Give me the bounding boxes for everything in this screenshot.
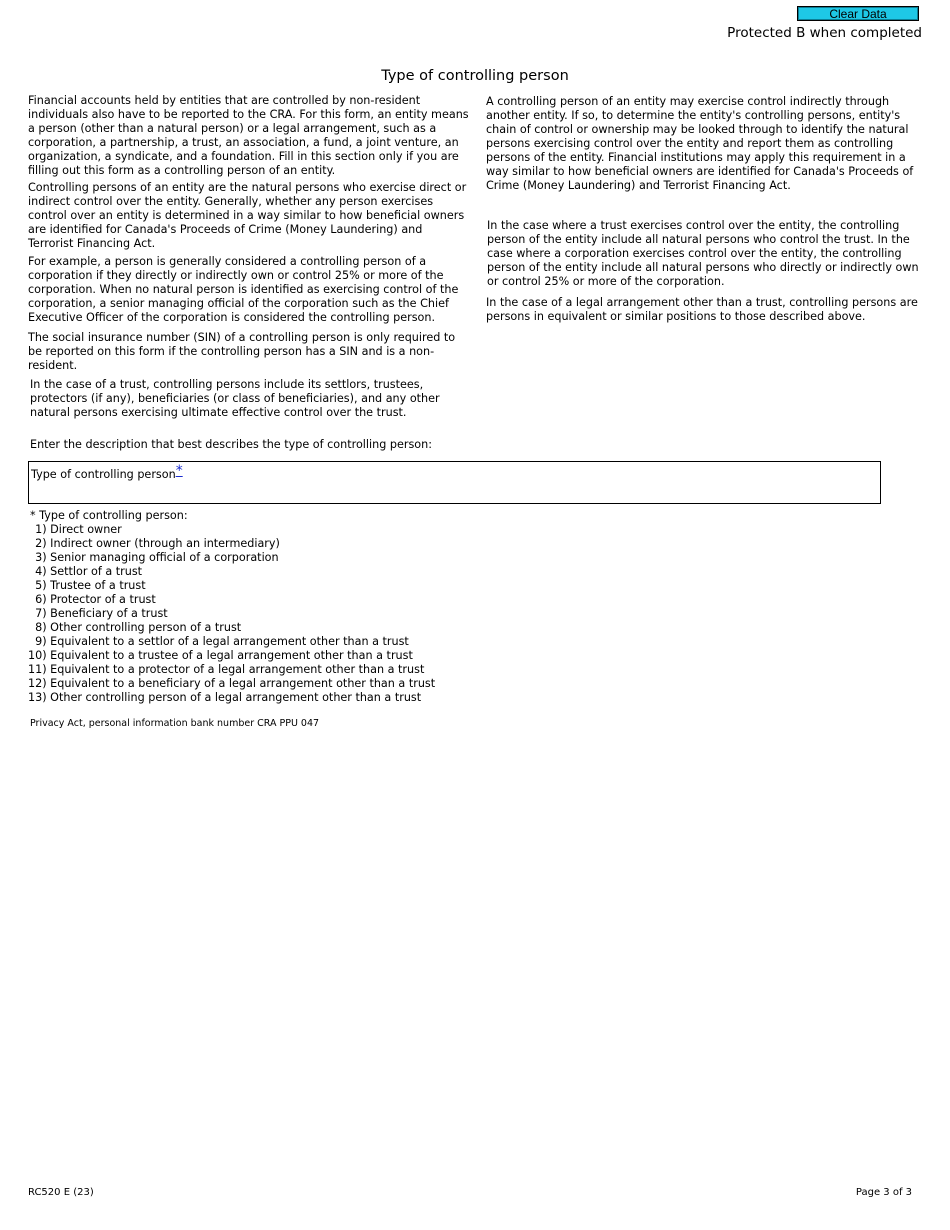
left-paragraph-controlling-persons: Controlling persons of an entity are the natural persons who exercise direct or indirect control over the entity. Generally, whether any person exercises control over an entity is determined in a way similar to how beneficial owners are identified for Canada's Proceeds of Crime (Money Laundering) and Terrorist Financing Act. [28, 181, 467, 250]
list-item: 4) Settlor of a trust [28, 565, 143, 578]
controlling-person-type-field [28, 461, 881, 504]
clear-data-button[interactable]: Clear Data [797, 6, 919, 21]
types-list [28, 523, 435, 705]
right-paragraph-legal-arrangement: In the case of a legal arrangement other than a trust, controlling persons are persons in equivalent or similar positions to those described above. [486, 296, 918, 323]
list-item: 1) Direct owner [28, 523, 122, 536]
page-number: Page 3 of 3 [855, 1187, 912, 1198]
list-item: 12) Equivalent to a beneficiary of a legal arrangement other than a trust [28, 677, 436, 690]
privacy-notice: Privacy Act, personal information bank number CRA PPU 047 [30, 718, 320, 729]
types-heading: * Type of controlling person: [30, 509, 188, 522]
list-item: 3) Senior managing official of a corporation [28, 551, 279, 564]
list-item: 13) Other controlling person of a legal arrangement other than a trust [28, 691, 422, 704]
protected-notice: Protected B when completed [727, 25, 922, 41]
list-item: 11) Equivalent to a protector of a legal arrangement other than a trust [28, 663, 425, 676]
section-title: Type of controlling person [381, 68, 569, 84]
left-paragraph-trust: In the case of a trust, controlling persons include its settlors, trustees, protectors (if any), beneficiaries (or class of beneficiaries), and any other natural persons exercising ultimate effective control over the trust. [30, 378, 440, 419]
left-paragraph-example: For example, a person is generally considered a controlling person of a corporation if they directly or indirectly own or control 25% or more of the corporation. When no natural person is identified as exercising control of the corporation, a senior managing official of the corporation such as the Chief Executive Officer of the corporation is considered the controlling person. [28, 255, 459, 324]
controlling-person-type-input[interactable] [31, 482, 880, 502]
field-label-text: Type of controlling person [31, 468, 176, 481]
list-item: 9) Equivalent to a settlor of a legal arrangement other than a trust [28, 635, 409, 648]
left-paragraph-sin: The social insurance number (SIN) of a controlling person is only required to be reported on this form if the controlling person has a SIN and is a non-resident. [28, 331, 456, 372]
list-item: 8) Other controlling person of a trust [28, 621, 242, 634]
list-item: 7) Beneficiary of a trust [28, 607, 168, 620]
right-paragraph-trust-control: In the case where a trust exercises control over the entity, the controlling person of the entity include all natural persons who control the trust. In the case where a corporation exercises control over the entity, the controlling person of the entity include all natural persons who directly or indirectly own or control 25% or more of the corporation. [487, 219, 919, 288]
instruction-prompt: Enter the description that best describes the type of controlling person: [30, 438, 432, 451]
right-paragraph-indirect-control: A controlling person of an entity may exercise control indirectly through another entity. If so, to determine the entity's controlling persons, entity's chain of control or ownership may be looked through to identify the natural persons exercising control over the entity and report them as controlling persons of the entity. Financial institutions may apply this requirement in a way similar to how beneficial owners are identified for Canada's Proceeds of Crime (Money Laundering) and Terrorist Financing Act. [486, 95, 914, 192]
required-asterisk: * [175, 463, 183, 479]
field-label [31, 463, 183, 482]
list-item: 5) Trustee of a trust [28, 579, 146, 592]
list-item: 2) Indirect owner (through an intermediary) [28, 537, 280, 550]
form-identifier: RC520 E (23) [28, 1187, 94, 1198]
list-item: 10) Equivalent to a trustee of a legal arrangement other than a trust [28, 649, 413, 662]
left-paragraph-entities: Financial accounts held by entities that are controlled by non-resident individuals also have to be reported to the CRA. For this form, an entity means a person (other than a natural person) or a legal arrangement, such as a corporation, a partnership, a trust, an association, a fund, a joint venture, an organization, a syndicate, and a foundation. Fill in this section only if you are filling out this form as a controlling person of an entity. [28, 94, 469, 177]
list-item: 6) Protector of a trust [28, 593, 156, 606]
